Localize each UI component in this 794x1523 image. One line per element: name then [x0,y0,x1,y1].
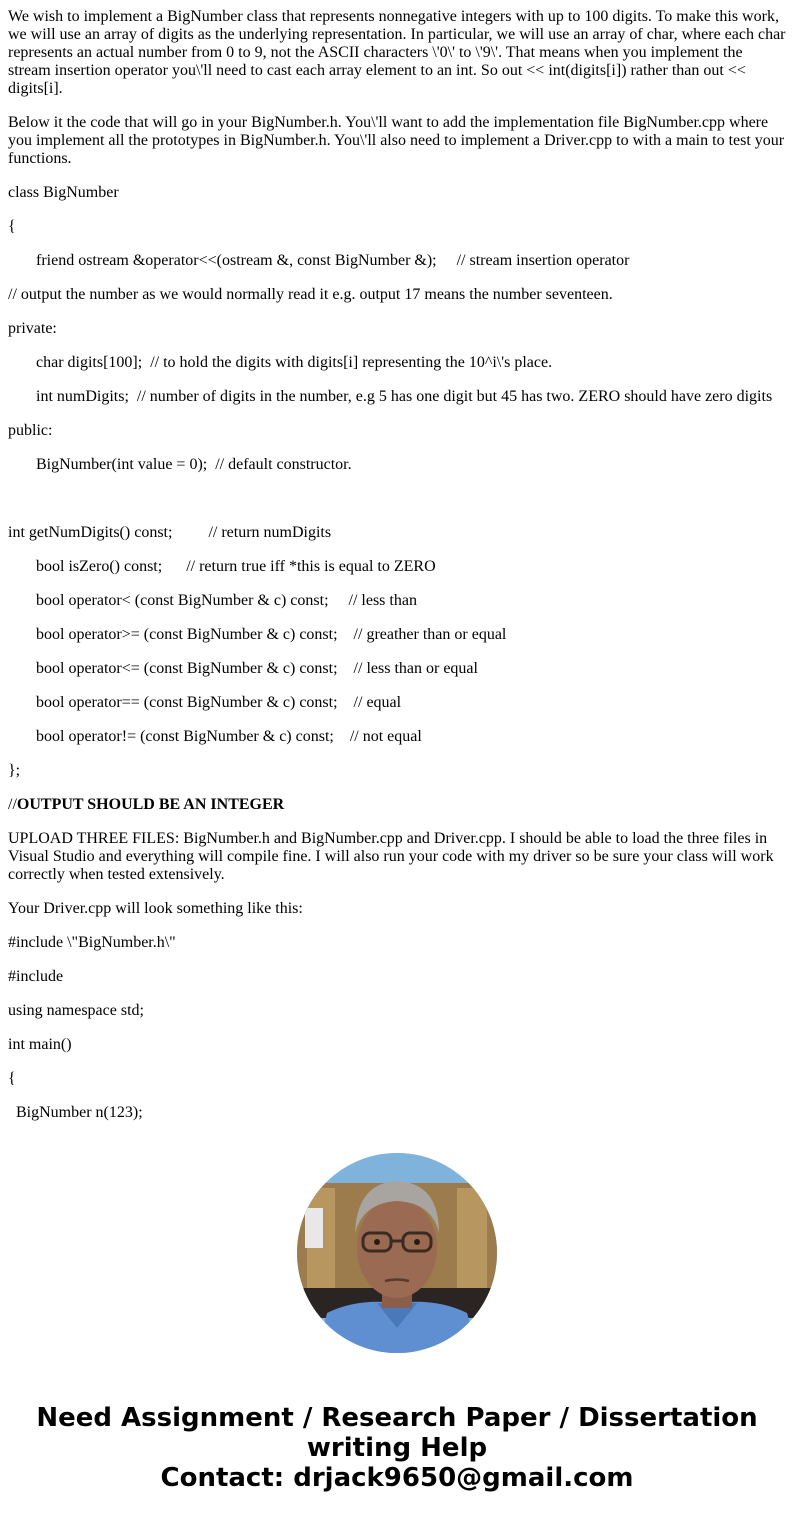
friend-declaration-line [8,252,786,270]
intro-paragraph: We wish to implement a BigNumber class that represents nonnegative integers with up to 100 digits. To make this work, we will use an array of digits as the underlying representation. In particular, we will use an array of char, where each char represents an actual number from 0 to 9, not the ASCII characters \'0\' to \'9\'. That means when you implement the stream insertion operator you\'ll need to cast each array element to an int. So out << int(digits[i]) rather than out << digits[i]. [8,8,786,97]
driver-line-brace: { [8,1070,16,1087]
method-comment: // return true iff *this is equal to ZERO [186,558,436,575]
upload-paragraph: UPLOAD THREE FILES: BigNumber.h and BigNumber.cpp and Driver.cpp. I should be able to load the three files in Visual Studio and everything will compile fine. I will also run your code with my driver so be sure your class will work correctly when tested extensively. [8,830,774,883]
method-declaration: bool isZero() const; [36,558,163,575]
profile-photo-container [297,1153,497,1353]
constructor-declaration: BigNumber(int value = 0); [36,456,208,473]
numdigits-line [8,388,786,406]
promo-line-2: writing Help [306,1433,488,1463]
method-comment: // greather than or equal [353,626,507,643]
method-list [8,524,786,746]
digits-line [8,354,786,372]
method-declaration: bool operator< (const BigNumber & c) const; [36,592,329,609]
blank-line [8,490,786,508]
method-line [8,558,786,576]
friend-declaration: friend ostream &operator<<(ostream &, const BigNumber &); [36,252,437,269]
driver-line-include-header: #include \"BigNumber.h\" [8,934,176,951]
method-line [8,626,786,644]
method-gap [338,694,354,711]
method-comment: // return numDigits [208,524,332,541]
output-comment: // output the number as we would normally read it e.g. output 17 means the number seventeen. [8,286,613,303]
method-declaration: bool operator>= (const BigNumber & c) const; [36,626,338,643]
output-note-bold: OUTPUT SHOULD BE AN INTEGER [16,796,285,813]
method-line [8,592,786,610]
method-comment: // less than [348,592,417,609]
promo-banner [0,1403,794,1493]
class-declaration: class BigNumber [8,184,119,201]
friend-comment: // stream insertion operator [456,252,630,269]
promo-contact: Contact: drjack9650@gmail.com [160,1463,634,1493]
numdigits-comment: // number of digits in the number, e.g 5 has one digit but 45 has two. ZERO should have zero digits [136,388,773,405]
method-line [8,694,786,712]
method-comment: // not equal [349,728,422,745]
method-comment: // less than or equal [353,660,478,677]
method-gap [334,728,350,745]
method-gap [329,592,349,609]
private-label: private: [8,320,57,337]
method-line [8,660,786,678]
driver-line-main: int main() [8,1036,72,1053]
profile-photo [297,1153,497,1353]
method-declaration: bool operator<= (const BigNumber & c) const; [36,660,338,677]
method-gap [162,558,186,575]
method-declaration: int getNumDigits() const; [8,524,173,541]
digits-comment: // to hold the digits with digits[i] representing the 10^i\'s place. [150,354,553,371]
method-comment: // equal [353,694,402,711]
method-declaration: bool operator!= (const BigNumber & c) const; [36,728,334,745]
digits-declaration: char digits[100]; [36,354,143,371]
output-note-prefix: // [8,796,17,813]
method-line [8,728,786,746]
method-line [8,524,786,542]
driver-intro: Your Driver.cpp will look something like this: [8,900,303,917]
driver-line-bignumber: BigNumber n(123); [8,1104,143,1121]
close-brace: }; [8,762,21,779]
driver-line-include: #include [8,968,64,985]
promo-line-1: Need Assignment / Research Paper / Dissertation [36,1403,758,1433]
method-gap [338,626,354,643]
person-portrait-icon [297,1153,497,1353]
method-gap [338,660,354,677]
open-brace: { [8,218,16,235]
driver-line-namespace: using namespace std; [8,1002,144,1019]
public-label: public: [8,422,53,439]
second-paragraph: Below it the code that will go in your BigNumber.h. You\'ll want to add the implementation file BigNumber.cpp where you implement all the prototypes in BigNumber.h. You\'ll also need to implement a Driver.cpp to with a main to test your functions. [8,114,785,167]
constructor-comment: // default constructor. [215,456,352,473]
numdigits-declaration: int numDigits; [36,388,129,405]
output-note [8,796,786,814]
method-gap [172,524,208,541]
constructor-line [8,456,786,474]
method-declaration: bool operator== (const BigNumber & c) const; [36,694,338,711]
